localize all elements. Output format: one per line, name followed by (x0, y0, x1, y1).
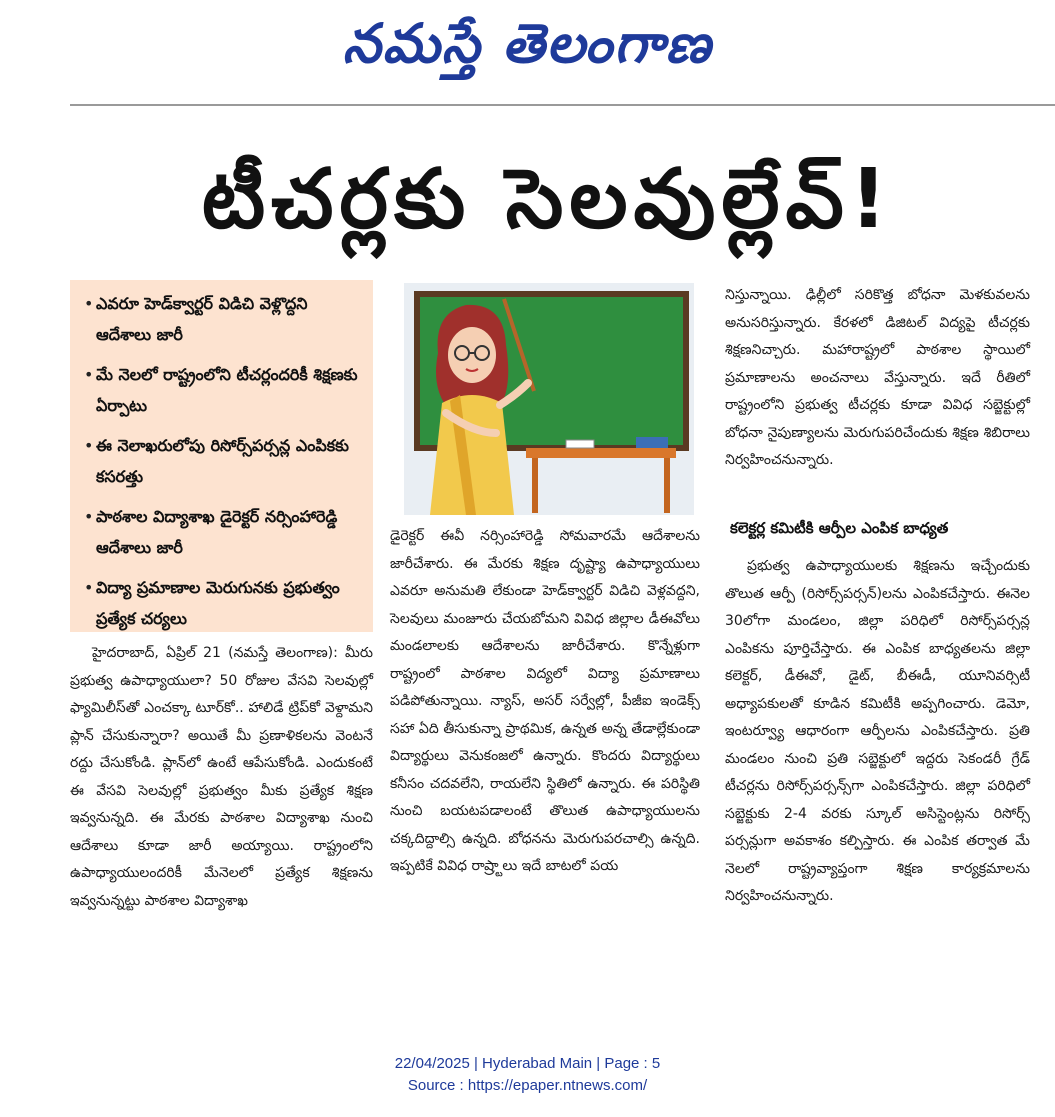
article-column-3-continued (725, 553, 1030, 911)
bullet-icon: • (84, 507, 94, 526)
article-paragraph: నిస్తున్నాయి. ఢిల్లీలో సరికొత్త బోధనా మెళకువలను అనుసరిస్తున్నారు. కేరళలో డిజిటల్‌ విద్యపై టీచర్లకు శిక్షణనిచ్చారు. మహారాష్ట్రలో పాఠశాల స్థాయిలో ప్రమాణాలను అంచనాలు వేస్తున్నారు. ఇదే రీతిలో రాష్ట్రంలోని ప్రభుత్వ టీచర్లకు కూడా వివిధ సబ్జెక్టుల్లో బోధనా నైపుణ్యాలను మెరుగుపరిచేందుకు శిక్షణ శిబిరాలు నిర్వహించనున్నారు. (725, 287, 1030, 468)
desk-leg (532, 458, 538, 513)
page-footer (0, 1053, 1055, 1097)
highlight-item (84, 288, 367, 350)
desk-leg (664, 458, 670, 513)
article-column-2 (390, 523, 700, 881)
article-subheading: కలెక్టర్ల కమిటీకి ఆర్పీల ఎంపిక బాధ్యత (730, 519, 949, 537)
highlight-item (84, 501, 367, 563)
book-stack (636, 437, 668, 448)
bullet-icon: • (84, 294, 94, 313)
highlight-text: విద్యా ప్రమాణాల మెరుగునకు ప్రభుత్వం ప్రత్యేక చర్యలు (96, 578, 340, 628)
book (566, 440, 594, 448)
article-paragraph: హైదరాబాద్‌, ఏప్రిల్‌ 21 (నమస్తే తెలంగాణ): మీరు ప్రభుత్వ ఉపాధ్యాయులా? 50 రోజుల వేసవి సెలవుల్లో ఫ్యామిలీస్‌తో ఎంచక్కా టూర్‌కో.. హాలిడే ట్రిప్‌కో వెళ్దామని ప్లాన్‌ చేసుకున్నారా? అయితే మీ ప్రణాళికలను వెంటనే రద్దు చేసుకోండి. ప్లాన్‌లో ఉంటే ఆపేసుకోండి. ఎందుకంటే ఈ వేసవి సెలవుల్లో ప్రభుత్వం మీకు ప్రత్యేక శిక్షణ ఇవ్వనున్నది. ఈ మేరకు పాఠశాల విద్యాశాఖ నుంచి ఆదేశాలు కూడా జారీ అయ్యాయి. రాష్ట్రంలోని ఉపాధ్యాయులందరికీ మేనెలలో ప్రత్యేక శిక్షణను ఇవ్వనున్నట్టు పాఠశాల విద్యాశాఖ (70, 645, 373, 909)
article-column-3 (725, 282, 1030, 475)
highlight-text: ఎవరూ హెడ్‌క్వార్టర్‌ విడిచి వెళ్లొద్దని ఆదేశాలు జారీ (96, 294, 308, 344)
highlight-item (84, 430, 367, 492)
desk-top (526, 448, 676, 458)
highlight-text: పాఠశాల విద్యాశాఖ డైరెక్టర్‌ నర్సింహారెడ్డి ఆదేశాలు జారీ (96, 507, 338, 557)
highlight-text: మే నెలలో రాష్ట్రంలోని టీచర్లందరికీ శిక్షణకు ఏర్పాటు (96, 365, 358, 415)
article-paragraph: ప్రభుత్వ ఉపాధ్యాయులకు శిక్షణను ఇచ్చేందుకు తొలుత ఆర్పీ (రిసోర్స్‌పర్సన్‌)లను ఎంపికచేస్తారు. ఈనెల 30లోగా మండలం, జిల్లా పరిధిలో రిసోర్స్‌పర్సన్ల ఎంపికను పూర్తిచేస్తారు. ఈ ఎంపిక బాధ్యతలను జిల్లా కలెక్టర్‌, డీఈవో, డైట్‌, బీఈడీ, యూనివర్సిటీ అధ్యాపకులతో కూడిన కమిటీకి అప్పగించారు. డెమో, ఇంటర్వ్యూ ఆధారంగా ఆర్పీలను ఎంపికచేస్తారు. ప్రతి మండలం నుంచి ప్రతి సబ్జెక్టులో ఇద్దరు సెకండరీ గ్రేడ్‌ టీచర్లను రిసోర్స్‌పర్సన్స్‌గా ఎంపికచేస్తారు. జిల్లా పరిధిలో సబ్జెక్టుకు 2-4 వరకు స్కూల్‌ అసిస్టెంట్లను రిసోర్స్‌ పర్సన్లుగా అవకాశం కల్పిస్తారు. ఈ ఎంపిక తర్వాత మే నెలలో రాష్ట్రవ్యాప్తంగా శిక్షణ కార్యక్రమాలను నిర్వహించనున్నారు. (725, 558, 1030, 904)
teacher-illustration (404, 283, 694, 515)
footer-date-edition: 22/04/2025 | Hyderabad Main | Page : 5 (394, 1055, 661, 1072)
highlight-item (84, 572, 367, 634)
highlight-text: ఈ నెలాఖరులోపు రిసోర్స్‌పర్సన్ల ఎంపికకు కసరత్తు (96, 436, 349, 486)
highlights-box (70, 280, 373, 632)
footer-source: Source : https://epaper.ntnews.com/ (407, 1077, 648, 1094)
masthead-divider (70, 104, 1055, 106)
bullet-icon: • (84, 578, 94, 597)
highlight-item (84, 359, 367, 421)
masthead-logo: నమస్తే తెలంగాణ (342, 12, 713, 75)
bullet-icon: • (84, 436, 94, 455)
article-column-1 (70, 640, 373, 915)
headline: టీచర్లకు సెలవుల్లేవ్‌! (201, 152, 894, 247)
article-paragraph: డైరెక్టర్‌ ఈవీ నర్సింహారెడ్డి సోమవారమే ఆదేశాలను జారీచేశారు. ఈ మేరకు శిక్షణ దృష్ట్యా ఉపాధ్యాయులు ఎవరూ అనుమతి లేకుండా హెడ్‌క్వార్టర్‌ విడిచి వెళ్లవద్దని, సెలవులు మంజూరు చేయబోమని వివిధ జిల్లాల డీఈవోలు మండలాలకు ఆదేశాలను జారీచేశారు. కొన్నేళ్లుగా రాష్ట్రంలో పాఠశాల విద్యలో విద్యా ప్రమాణాలు పడిపోతున్నాయి. న్యాస్‌, అసర్‌ సర్వేల్లో, పీజీఐ ఇండెక్స్‌ సహా ఏది తీసుకున్నా ప్రాథమిక, ఉన్నత అన్న తేడాల్లేకుండా విద్యార్థులు వెనుకంజలో ఉన్నారు. కొందరు విద్యార్థులు కనీసం చదవలేని, రాయలేని స్థితిలో ఉన్నారు. ఈ పరిస్థితి నుంచి బయటపడాలంటే తొలుత ఉపాధ్యాయులను చక్కదిద్దాల్సి ఉన్నది. బోధనను మెరుగుపరచాల్సి ఉన్నది. ఇప్పటికే వివిధ రాష్ర్టాలు ఇదే బాటలో పయ (390, 528, 700, 874)
bullet-icon: • (84, 365, 94, 384)
